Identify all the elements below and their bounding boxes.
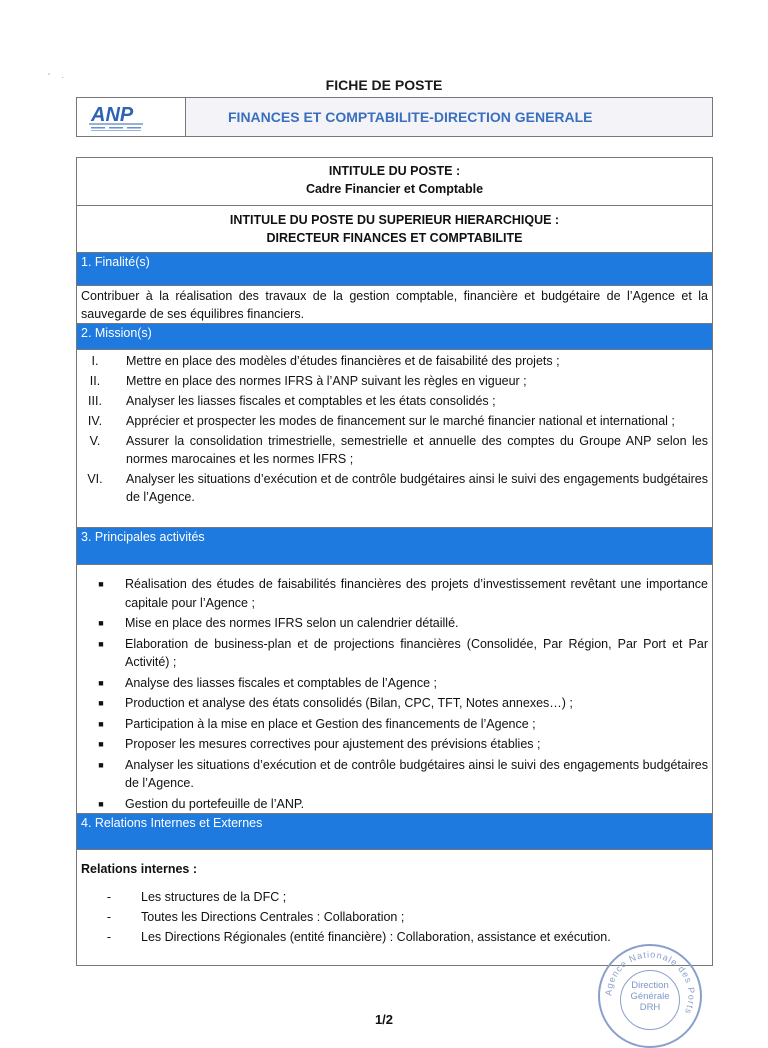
- header-box: [76, 97, 713, 137]
- mission-item: III. Analyser les liasses fiscales et comptables et les états consolidés ;: [88, 394, 496, 408]
- page-number: 1/2: [374, 1012, 394, 1027]
- activite-item: ■ Mise en place des normes IFRS selon un calendrier détaillé.: [98, 616, 459, 630]
- mission-item: I. Mettre en place des modèles d’études financières et de faisabilité des projets ;: [91, 354, 560, 368]
- relation-item: - Les Directions Régionales (entité financière) : Collaboration, assistance et exécution.: [106, 930, 611, 944]
- mission-item: VI. Analyser les situations d’exécution et de contrôle budgétaires ainsi le suivi des engagements budgétaires de l’Agence.: [87, 472, 708, 504]
- section-finalite-heading: 1. Finalité(s): [77, 253, 712, 286]
- mission-item: V. Assurer la consolidation trimestrielle, semestrielle et annuelle des comptes du Groupe ANP selon les normes marocaines et les normes IFRS ;: [89, 434, 708, 466]
- stamp-ring-text: Agence Nationale des Ports: [603, 949, 697, 1017]
- drh-stamp: [598, 944, 702, 1048]
- relations-block: [77, 850, 712, 947]
- header-title: FINANCES ET COMPTABILITE-DIRECTION GENERALE: [186, 98, 712, 136]
- relations-internes-label: Relations internes :: [81, 862, 197, 876]
- activites-list: [77, 565, 712, 814]
- activite-item: ■ Participation à la mise en place et Gestion des financements de l’Agence ;: [98, 716, 536, 731]
- activite-item: ■ Analyser les situations d’exécution et de contrôle budgétaires ainsi le suivi des engagements budgétaires de l’Agence.: [98, 757, 708, 790]
- activite-item: ■ Proposer les mesures correctives pour ajustement des prévisions établies ;: [98, 737, 541, 751]
- finalite-text: Contribuer à la réalisation des travaux de la gestion comptable, financière et budgétaire de l’Agence et la sauvegarde de ses équilibres financiers.: [77, 286, 712, 324]
- activite-item: ■ Gestion du portefeuille de l’ANP.: [98, 796, 305, 811]
- section-mission-heading: 2. Mission(s): [77, 324, 712, 350]
- relation-item: - Toutes les Directions Centrales : Collaboration ;: [106, 910, 405, 924]
- relation-item: - Les structures de la DFC ;: [106, 890, 287, 904]
- poste-label: INTITULE DU POSTE :: [328, 164, 461, 178]
- mission-item: IV. Apprécier et prospecter les modes de financement sur le marché financier national et international ;: [87, 414, 675, 428]
- job-sheet-table: [76, 157, 713, 966]
- activite-item: ■ Analyse des liasses fiscales et comptables de l’Agence ;: [98, 675, 437, 690]
- section-relations-heading: 4. Relations Internes et Externes: [77, 814, 712, 850]
- superieur-value: DIRECTEUR FINANCES ET COMPTABILITE: [266, 231, 523, 245]
- poste-value: Cadre Financier et Comptable: [305, 182, 484, 196]
- superieur-label: INTITULE DU POSTE DU SUPERIEUR HIERARCHIQUE :: [229, 213, 560, 227]
- poste-block: [77, 158, 712, 206]
- anp-logo-icon: [85, 100, 177, 134]
- stamp-center: Direction Générale DRH: [620, 970, 680, 1030]
- activite-item: ■ Réalisation des études de faisabilités financières des projets d’investissement revêtant une importance capitale pour l’Agence ;: [98, 577, 708, 610]
- relations-internes-list: [77, 887, 712, 947]
- activite-item: ■ Elaboration de business-plan et de projections financières (Consolidée, Par Région, Par Port et Par Activité) ;: [98, 636, 708, 669]
- document-title: FICHE DE POSTE: [325, 77, 443, 93]
- superieur-block: [77, 206, 712, 253]
- section-activites-heading: 3. Principales activités: [77, 528, 712, 565]
- anp-logo: [77, 98, 186, 136]
- scan-mark: ' ·: [48, 72, 65, 83]
- mission-list: [77, 350, 712, 528]
- logo-wordmark: ANP: [91, 104, 134, 126]
- activite-item: ■ Production et analyse des états consolidés (Bilan, CPC, TFT, Notes annexes…) ;: [98, 696, 573, 710]
- mission-item: II. Mettre en place des normes IFRS à l’ANP suivant les règles en vigueur ;: [89, 374, 527, 388]
